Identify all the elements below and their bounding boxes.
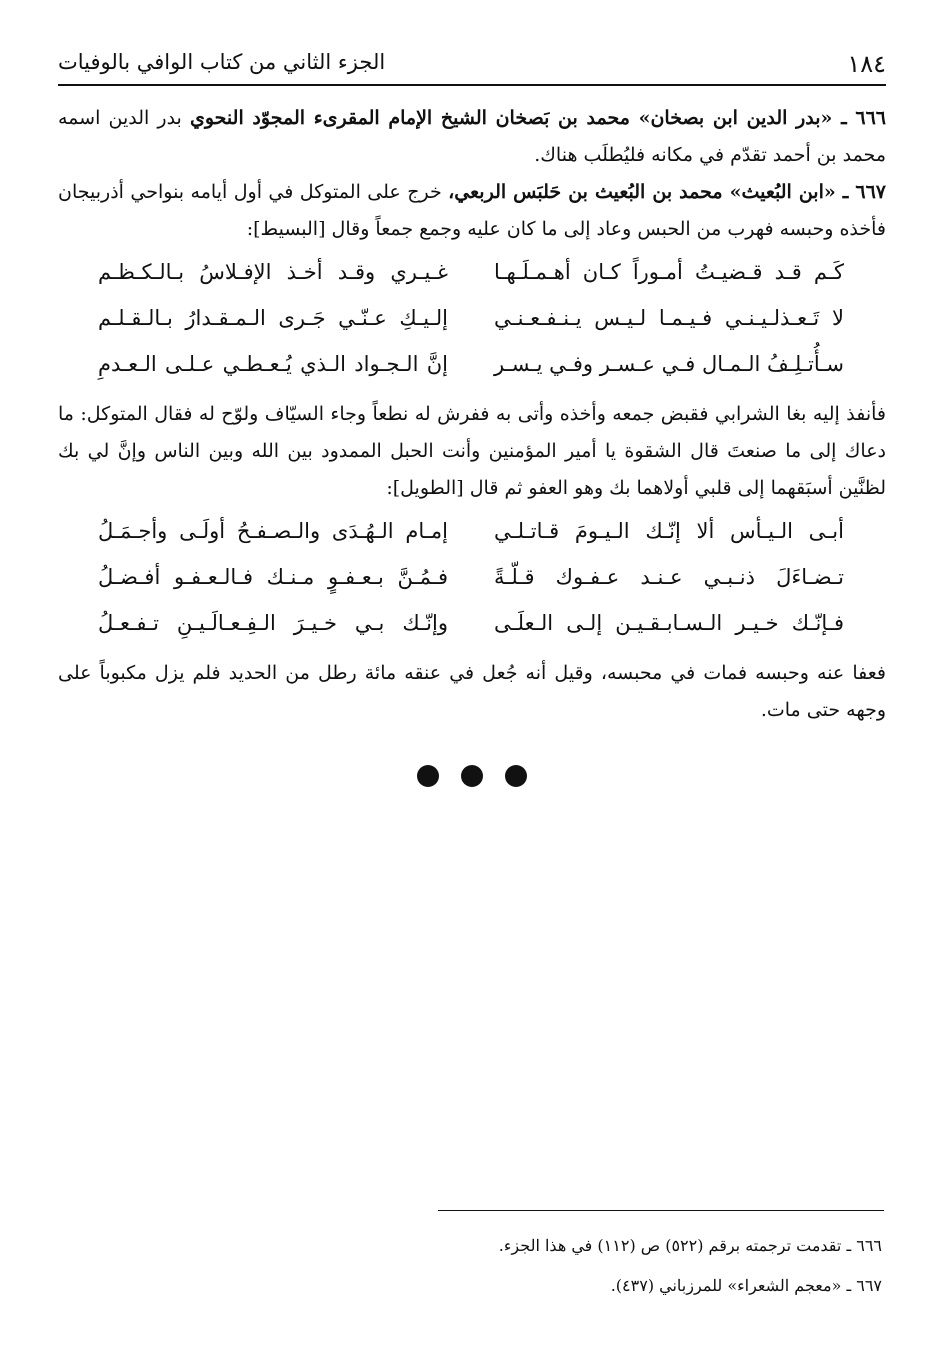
verse xyxy=(58,557,886,603)
ornament-dot xyxy=(417,765,439,787)
footnote-rule xyxy=(438,1210,884,1211)
poem-tawil xyxy=(58,511,886,649)
verse-first-hemistich: أبـى الـيـأس ألا إنّـك الـيـومَ قـاتـلـي xyxy=(494,519,844,543)
footnote-667: ٦٦٧ ـ «معجم الشعراء» للمرزباني (٤٣٧). xyxy=(610,1276,882,1295)
verse xyxy=(58,252,886,298)
verse-first-hemistich: سـأُتـلِـفُ الـمـال فـي عـسـر وفـي يـسـر xyxy=(494,352,844,376)
entry-666-text: بدر الدين اسمه محمد بن أحمد تقدّم في مكانه فليُطلَب هناك. xyxy=(58,107,886,166)
verse-second-hemistich: إلـيـكِ عـنّـي جَـرى الـمـقـدارُ بـالـقـلـم xyxy=(98,306,448,330)
page-body xyxy=(58,100,886,787)
verse-second-hemistich: غـيـري وقـد أخـذ الإفـلاسُ بـالـكـظـم xyxy=(98,260,448,284)
ornament-dot xyxy=(461,765,483,787)
verse xyxy=(58,344,886,390)
footnotes xyxy=(58,1226,882,1306)
verse-first-hemistich: لا تَـعـذلـيـنـي فـيـمـا لـيـس يـنـفـعـنـي xyxy=(494,306,844,330)
poem-basit xyxy=(58,252,886,390)
ornament-dot xyxy=(505,765,527,787)
verse-second-hemistich: إنَّ الـجـواد الـذي يُـعـطـي عـلـى الـعـدمِ xyxy=(98,352,448,376)
verse-second-hemistich: فـمُـنَّ بـعـفـوٍ مـنـك فـالـعـفـو أفـضـلُ xyxy=(98,565,448,589)
verse xyxy=(58,511,886,557)
header-rule xyxy=(58,84,886,86)
verse-first-hemistich: كَـم قـد قـضيـتُ أمـوراً كـان أهـمـلَـهـا xyxy=(494,260,844,284)
entry-666-heading: ٦٦٦ ـ «بدر الدين ابن بصخان» محمد بن بَصخان الشيخ الإمام المقرىء المجوّد النحوي xyxy=(189,107,887,129)
narrative-paragraph: فأنفذ إليه بغا الشرابي فقبض جمعه وأخذه وأتى به ففرش له نطعاً وجاء السيّاف ولوّح له فقال المتوكل: ما دعاك إلى ما صنعتَ قال الشقوة يا أمير المؤمنين وأنت الحبل الممدود بين الله وبين الناس وإنَّ لي بك لظنَّين أسبَقهما إلى قلبي أولاهما بك وهو العفو ثم قال [الطويل]: xyxy=(58,403,886,499)
closing-paragraph: فعفا عنه وحبسه فمات في محبسه، وقيل أنه جُعل في عنقه مائة رطل من الحديد فلم يزل مكبوباً على وجهه حتى مات. xyxy=(58,662,886,721)
entry-667-text: خرج على المتوكل في أول أيامه بنواحي أذربيجان فأخذه وحبسه فهرب من الحبس وعاد إلى ما كان عليه وجمع جمعاً وقال [البسيط]: xyxy=(58,181,886,240)
running-title: الجزء الثاني من كتاب الوافي بالوفيات xyxy=(58,50,386,74)
section-end-ornament xyxy=(58,765,886,787)
verse-first-hemistich: فـإنّـك خـيـر الـسـابـقـيـن إلـى الـعلَـى xyxy=(494,611,844,635)
verse-first-hemistich: تـضـاءَلَ ذنـبـي عـنـد عـفـوك قـلّـةً xyxy=(494,565,844,589)
verse xyxy=(58,603,886,649)
verse xyxy=(58,298,886,344)
page-header xyxy=(58,44,886,84)
entry-667-heading: ٦٦٧ ـ «ابن البُعيث» محمد بن البُعيث بن حَلبَس الربعي، xyxy=(448,181,886,203)
verse-second-hemistich: وإنّـك بـي خـيـرَ الـفِـعـالَـيـنِ تـفـعـلُ xyxy=(98,611,448,635)
entry-666 xyxy=(58,100,886,174)
entry-667 xyxy=(58,174,886,248)
footnote-666: ٦٦٦ ـ تقدمت ترجمته برقم (٥٢٢) ص (١١٢) في هذا الجزء. xyxy=(498,1236,882,1255)
page-number: ١٨٤ xyxy=(847,50,886,78)
verse-second-hemistich: إمـام الـهُـدَى والـصـفـحُ أولَـى وأجـمَـلُ xyxy=(98,519,448,543)
